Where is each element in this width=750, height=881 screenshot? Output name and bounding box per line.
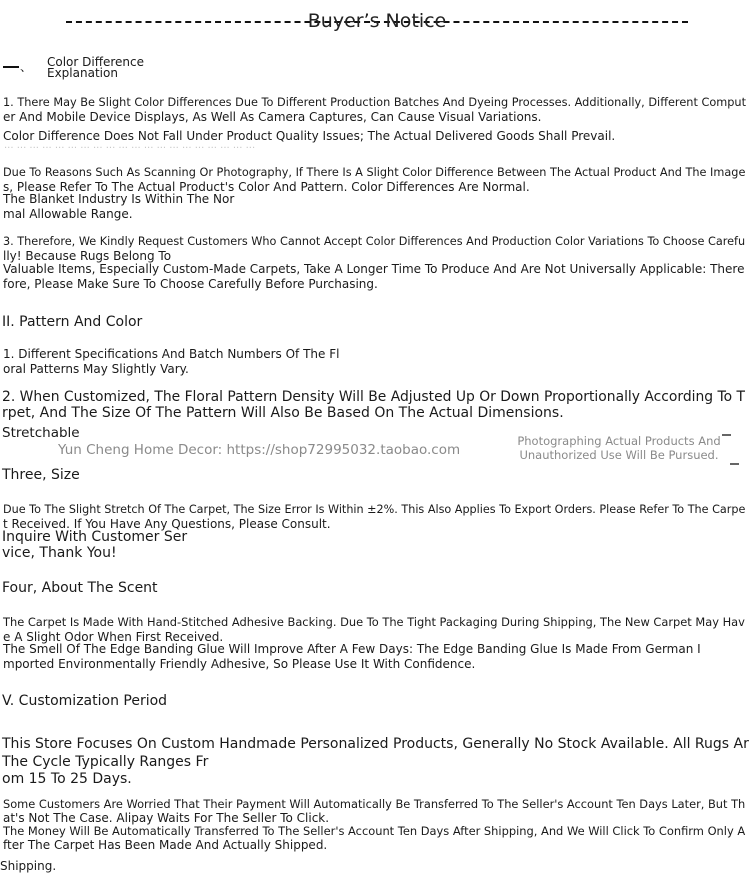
shop-watermark: Yun Cheng Home Decor: https://shop72995032.taobao.com: [58, 442, 461, 458]
section-marker-dash: [3, 66, 19, 68]
section5-p2-line1: Some Customers Are Worried That Their Payment Will Automatically Be Transferred To The Seller's Account Ten Days Later, But Th: [3, 797, 746, 811]
section3-heading: Three, Size: [2, 467, 80, 483]
section1-p3-line3: Valuable Items, Especially Custom-Made Carpets, Take A Longer Time To Produce And Are Not Universally Applicable: There: [3, 262, 745, 276]
section3-p1-line2: t Received. If You Have Any Questions, Please Consult.: [3, 517, 331, 531]
section4-p2-line1: The Smell Of The Edge Banding Glue Will Improve After A Few Days: The Edge Banding Glue Is Made From German I: [3, 642, 701, 656]
section4-heading: Four, About The Scent: [2, 580, 158, 596]
ghost-text-line: ··· ··· ··· ··· ··· ··· ··· ··· ··· ··· ··· ··· ··· ··· ··· ··· ··· ··· ··· ···: [4, 143, 256, 154]
section1-p3-line2: lly! Because Rugs Belong To: [3, 249, 172, 263]
section1-p1-line2: er And Mobile Device Displays, As Well As Camera Captures, Can Cause Visual Variations.: [3, 110, 542, 124]
section4-p2-line2: mported Environmentally Friendly Adhesive, So Please Use It With Confidence.: [3, 657, 476, 671]
section4-p1-line2: e A Slight Odor When First Received.: [3, 630, 224, 644]
section2-heading: II. Pattern And Color: [2, 314, 143, 330]
section5-p2-line5: Shipping.: [0, 859, 57, 873]
section1-p3-line1: 3. Therefore, We Kindly Request Customers Who Cannot Accept Color Differences And Production Color Variations To Choose Carefu: [3, 235, 746, 248]
section1-p2-line3: The Blanket Industry Is Within The Nor: [3, 192, 235, 206]
section5-p1-line3: om 15 To 25 Days.: [2, 771, 132, 787]
section5-p2-line3: The Money Will Be Automatically Transferred To The Seller's Account Ten Days After Shipping, And We Will Click To Confirm Only A: [3, 824, 746, 838]
section5-heading: V. Customization Period: [2, 693, 168, 709]
section2-p2-line1: 2. When Customized, The Floral Pattern Density Will Be Adjusted Up Or Down Proportionally According To T: [2, 389, 746, 405]
section3-p2-line2: vice, Thank You!: [2, 545, 117, 561]
section5-p1-line2: The Cycle Typically Ranges Fr: [2, 754, 209, 770]
section3-p2-line1: Inquire With Customer Ser: [2, 529, 188, 545]
watermark-tick-mark: [722, 434, 731, 436]
section1-heading-line2: Explanation: [47, 66, 118, 80]
photo-notice-line1: Photographing Actual Products And: [517, 434, 721, 448]
section2-stretch: Stretchable: [2, 425, 80, 441]
photo-notice-line2: Unauthorized Use Will Be Pursued.: [519, 448, 719, 462]
section5-p1-line1: This Store Focuses On Custom Handmade Personalized Products, Generally No Stock Available. All Rugs Ar: [2, 736, 749, 752]
section1-heading-line1: Color Difference: [47, 55, 145, 69]
section3-p1-line1: Due To The Slight Stretch Of The Carpet, The Size Error Is Within ±2%. This Also Applies To Export Orders. Please Refer To The Carpe: [3, 503, 746, 516]
watermark-tick-mark: [730, 463, 739, 465]
section2-p1-line1: 1. Different Specifications And Batch Numbers Of The Fl: [3, 347, 340, 361]
section1-p2-line1: Due To Reasons Such As Scanning Or Photography, If There Is A Slight Color Difference Between The Actual Product And The Image: [3, 166, 746, 179]
section2-p1-line2: oral Patterns May Slightly Vary.: [3, 362, 189, 376]
section5-p2-line4: fter The Carpet Has Been Made And Actually Shipped.: [3, 838, 328, 852]
section1-p1-line1: 1. There May Be Slight Color Differences Due To Different Production Batches And Dyeing Processes. Additionally, Different Comput: [3, 96, 747, 109]
section4-p1-line1: The Carpet Is Made With Hand-Stitched Adhesive Backing. Due To The Tight Packaging During Shipping, The New Carpet May Hav: [3, 615, 745, 629]
section1-p3-line4: fore, Please Make Sure To Choose Carefully Before Purchasing.: [3, 277, 378, 291]
page-title: Buyer’s Notice: [307, 10, 447, 32]
section-marker: 、: [20, 60, 33, 74]
section1-p2-line2: s, Please Refer To The Actual Product's Color And Pattern. Color Differences Are Normal.: [3, 180, 530, 194]
section5-p2-line2: at's Not The Case. Alipay Waits For The Seller To Click.: [3, 811, 330, 825]
section1-p1-note: Color Difference Does Not Fall Under Product Quality Issues; The Actual Delivered Goods Shall Prevail.: [3, 129, 616, 143]
section2-p2-line2: rpet, And The Size Of The Pattern Will Also Be Based On The Actual Dimensions.: [2, 405, 564, 421]
notice-header: [66, 8, 688, 34]
section1-p2-line4: mal Allowable Range.: [3, 207, 133, 221]
